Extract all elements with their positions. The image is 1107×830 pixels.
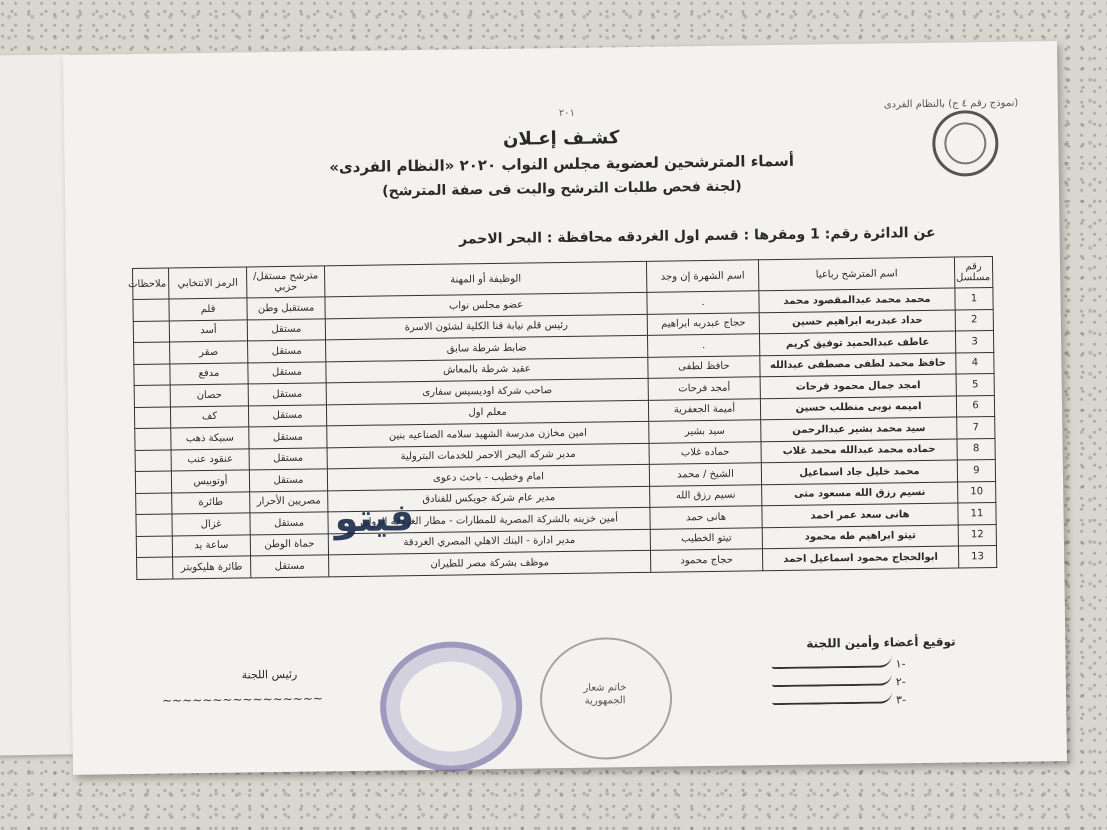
col-name: اسم المترشح رباعيا (758, 257, 954, 291)
announcement-sheet (63, 41, 1067, 775)
cell-job: صاحب شركة اوديسيس سفارى (326, 378, 648, 404)
cell-name: حافظ محمد لطفى مصطفى عبدالله (760, 353, 956, 377)
cell-symbol: قلم (169, 298, 247, 321)
cell-symbol: أوتوبيس (171, 470, 249, 493)
cell-notes (136, 535, 172, 557)
cell-nickname: الشيخ / محمد (649, 463, 761, 486)
cell-nickname: نسيم رزق الله (650, 484, 762, 507)
cell-name: ابوالحجاج محمود اسماعيل احمد (762, 546, 958, 570)
members-signature-list (771, 655, 906, 711)
cell-name: تيتو ابراهيم طه محمود (762, 525, 958, 549)
cell-symbol: عنقود عنب (171, 448, 249, 471)
col-job: الوظيفة أو المهنة (324, 261, 646, 296)
document-subtitle: أسماء المترشحين لعضوية مجلس النواب ٢٠٢٠ «النظام الفردى» (329, 151, 795, 177)
cell-job: رئيس قلم نيابة قنا الكلية لشئون الاسرة (325, 314, 647, 340)
cell-symbol: سبيكة ذهب (171, 427, 249, 450)
cell-no: 13 (958, 545, 996, 567)
cell-no: 4 (956, 352, 994, 374)
cell-notes (136, 493, 172, 515)
cell-type: مستقل (250, 512, 328, 535)
cell-job: معلم اول (326, 400, 648, 426)
cell-type: مستقل (248, 404, 326, 427)
cell-job: امام وخطيب - باحث دعوى (327, 464, 649, 490)
cell-nickname: حجاج محمود (650, 549, 762, 572)
cell-name: عاطف عبدالحميد توفيق كريم (759, 331, 955, 355)
cell-nickname: هانى حمد (650, 506, 762, 529)
watermark-logo: فيتو (334, 495, 415, 541)
committee-name: (لجنة فحص طلبات الترشح والبت فى صفة المترشح) (382, 178, 742, 200)
cell-symbol: غزال (172, 513, 250, 536)
cell-no: 11 (958, 502, 996, 524)
cell-nickname: حجاج عبدربه ابراهيم (647, 312, 759, 335)
cell-no: 10 (958, 481, 996, 503)
cell-no: 12 (958, 524, 996, 546)
cell-no: 9 (957, 459, 995, 481)
col-nickname: اسم الشهرة إن وجد (646, 260, 758, 293)
cell-symbol: حصان (170, 384, 248, 407)
cell-notes (134, 342, 170, 364)
page-number: ٢٠١ (558, 107, 576, 120)
cell-job: مدير شركه البحر الاحمر للخدمات البترولية (327, 443, 649, 469)
president-signature: ~~~~~~~~~~~~~~~~ (161, 691, 324, 708)
cell-notes (137, 557, 173, 579)
cell-type: مستقل (249, 469, 327, 492)
col-no: رقم مسلسل (954, 257, 992, 289)
cell-nickname: تيتو الخطيب (650, 527, 762, 550)
cell-type: مستقل (249, 447, 327, 470)
cell-job: مدير عام شركة جويكس للفنادق (328, 486, 650, 512)
cell-no: 3 (955, 331, 993, 353)
cell-notes (134, 385, 170, 407)
cell-notes (135, 450, 171, 472)
cell-type: مستقبل وطن (247, 297, 325, 320)
cell-type: مصريين الأحرار (250, 490, 328, 513)
titles-block (64, 121, 1059, 214)
member-signature: -٣ (772, 691, 906, 711)
cell-name: اميمه نوبى منطلب حسين (760, 396, 956, 420)
cell-name: محمد محمد عبدالمقصود محمد (759, 288, 955, 312)
member-signature: -١ (771, 655, 905, 675)
cell-name: هانى سعد عمر احمد (762, 503, 958, 527)
cell-type: مستقل (248, 383, 326, 406)
cell-job: ضابط شرطة سابق (326, 335, 648, 361)
cell-type: مستقل (247, 318, 325, 341)
cell-no: 1 (955, 288, 993, 310)
president-label: رئيس اللجنة (241, 667, 298, 682)
cell-job: أمين خزينه بالشركة المصرية للمطارات - مطار الغردقه الدولى (328, 507, 650, 533)
cell-job: امين مخازن مدرسة الشهيد سلامه الصناعيه بنين (327, 421, 649, 447)
cell-symbol: صقر (170, 341, 248, 364)
cell-notes (134, 364, 170, 386)
cell-name: محمد خليل جاد اسماعيل (761, 460, 957, 484)
cell-nickname: سيد بشير (649, 420, 761, 443)
member-signature: -٢ (772, 673, 906, 693)
cell-nickname: حافظ لطفى (648, 355, 760, 378)
cell-symbol: مدفع (170, 362, 248, 385)
cell-name: حماده محمد عبدالله محمد غلاب (761, 439, 957, 463)
cell-symbol: طائرة هليكوبتر (173, 556, 251, 579)
cell-nickname: . (647, 334, 759, 357)
cell-nickname: حماده غلاب (649, 441, 761, 464)
form-reference: (نموذج رقم ٤ ج) بالنظام الفردى (883, 97, 1019, 111)
cell-type: حماة الوطن (250, 533, 328, 556)
cell-type: مستقل (249, 426, 327, 449)
cell-no: 6 (956, 395, 994, 417)
cell-name: نسيم رزق الله مسعود متى (762, 482, 958, 506)
cell-notes (135, 471, 171, 493)
col-type: مترشح مستقل/حزبي (246, 266, 324, 298)
cell-job: عقيد شرطة بالمعاش (326, 357, 648, 383)
cell-notes (133, 299, 169, 321)
col-symbol: الرمز الانتخابي (169, 267, 247, 299)
cell-nickname: أمجد فرحات (648, 377, 760, 400)
col-notes: ملاحظات (133, 268, 169, 299)
cell-type: مستقل (251, 555, 329, 578)
cell-name: حداد عبدربه ابراهيم حسين (759, 310, 955, 334)
cell-nickname: . (647, 291, 759, 314)
cell-type: مستقل (248, 340, 326, 363)
cell-type: مستقل (248, 361, 326, 384)
document-title: كشـف إعـلان (502, 127, 620, 150)
republic-seal-stamp: خاتم شعار الجمهورية (539, 637, 673, 761)
cell-no: 8 (957, 438, 995, 460)
cell-job: عضو مجلس نواب (325, 292, 647, 318)
district-line: عن الدائرة رقم: 1 ومقرها : قسم اول الغردقه محافظة : البحر الاحمر (458, 224, 936, 248)
members-signature-heading: توقيع أعضاء وأمين اللجنة (806, 634, 956, 651)
cell-job: موظف بشركة مصر للطيران (329, 550, 651, 576)
cell-symbol: أسد (169, 319, 247, 342)
cell-job: مدير ادارة - البنك الاهلي المصري الغردقة (328, 529, 650, 555)
cell-no: 2 (955, 309, 993, 331)
cell-notes (134, 407, 170, 429)
cell-symbol: ساعة يد (172, 534, 250, 557)
cell-notes (136, 514, 172, 536)
cell-name: سيد محمد بشير عبدالرحمن (761, 417, 957, 441)
candidates-table (127, 256, 997, 579)
cell-notes (135, 428, 171, 450)
cell-nickname: أميمة الجعفرية (648, 398, 760, 421)
cell-notes (133, 321, 169, 343)
cell-symbol: كف (170, 405, 248, 428)
committee-ink-stamp (379, 641, 523, 773)
cell-no: 7 (957, 417, 995, 439)
cell-symbol: طائرة (172, 491, 250, 514)
cell-name: امجد جمال محمود فرحات (760, 374, 956, 398)
cell-no: 5 (956, 374, 994, 396)
